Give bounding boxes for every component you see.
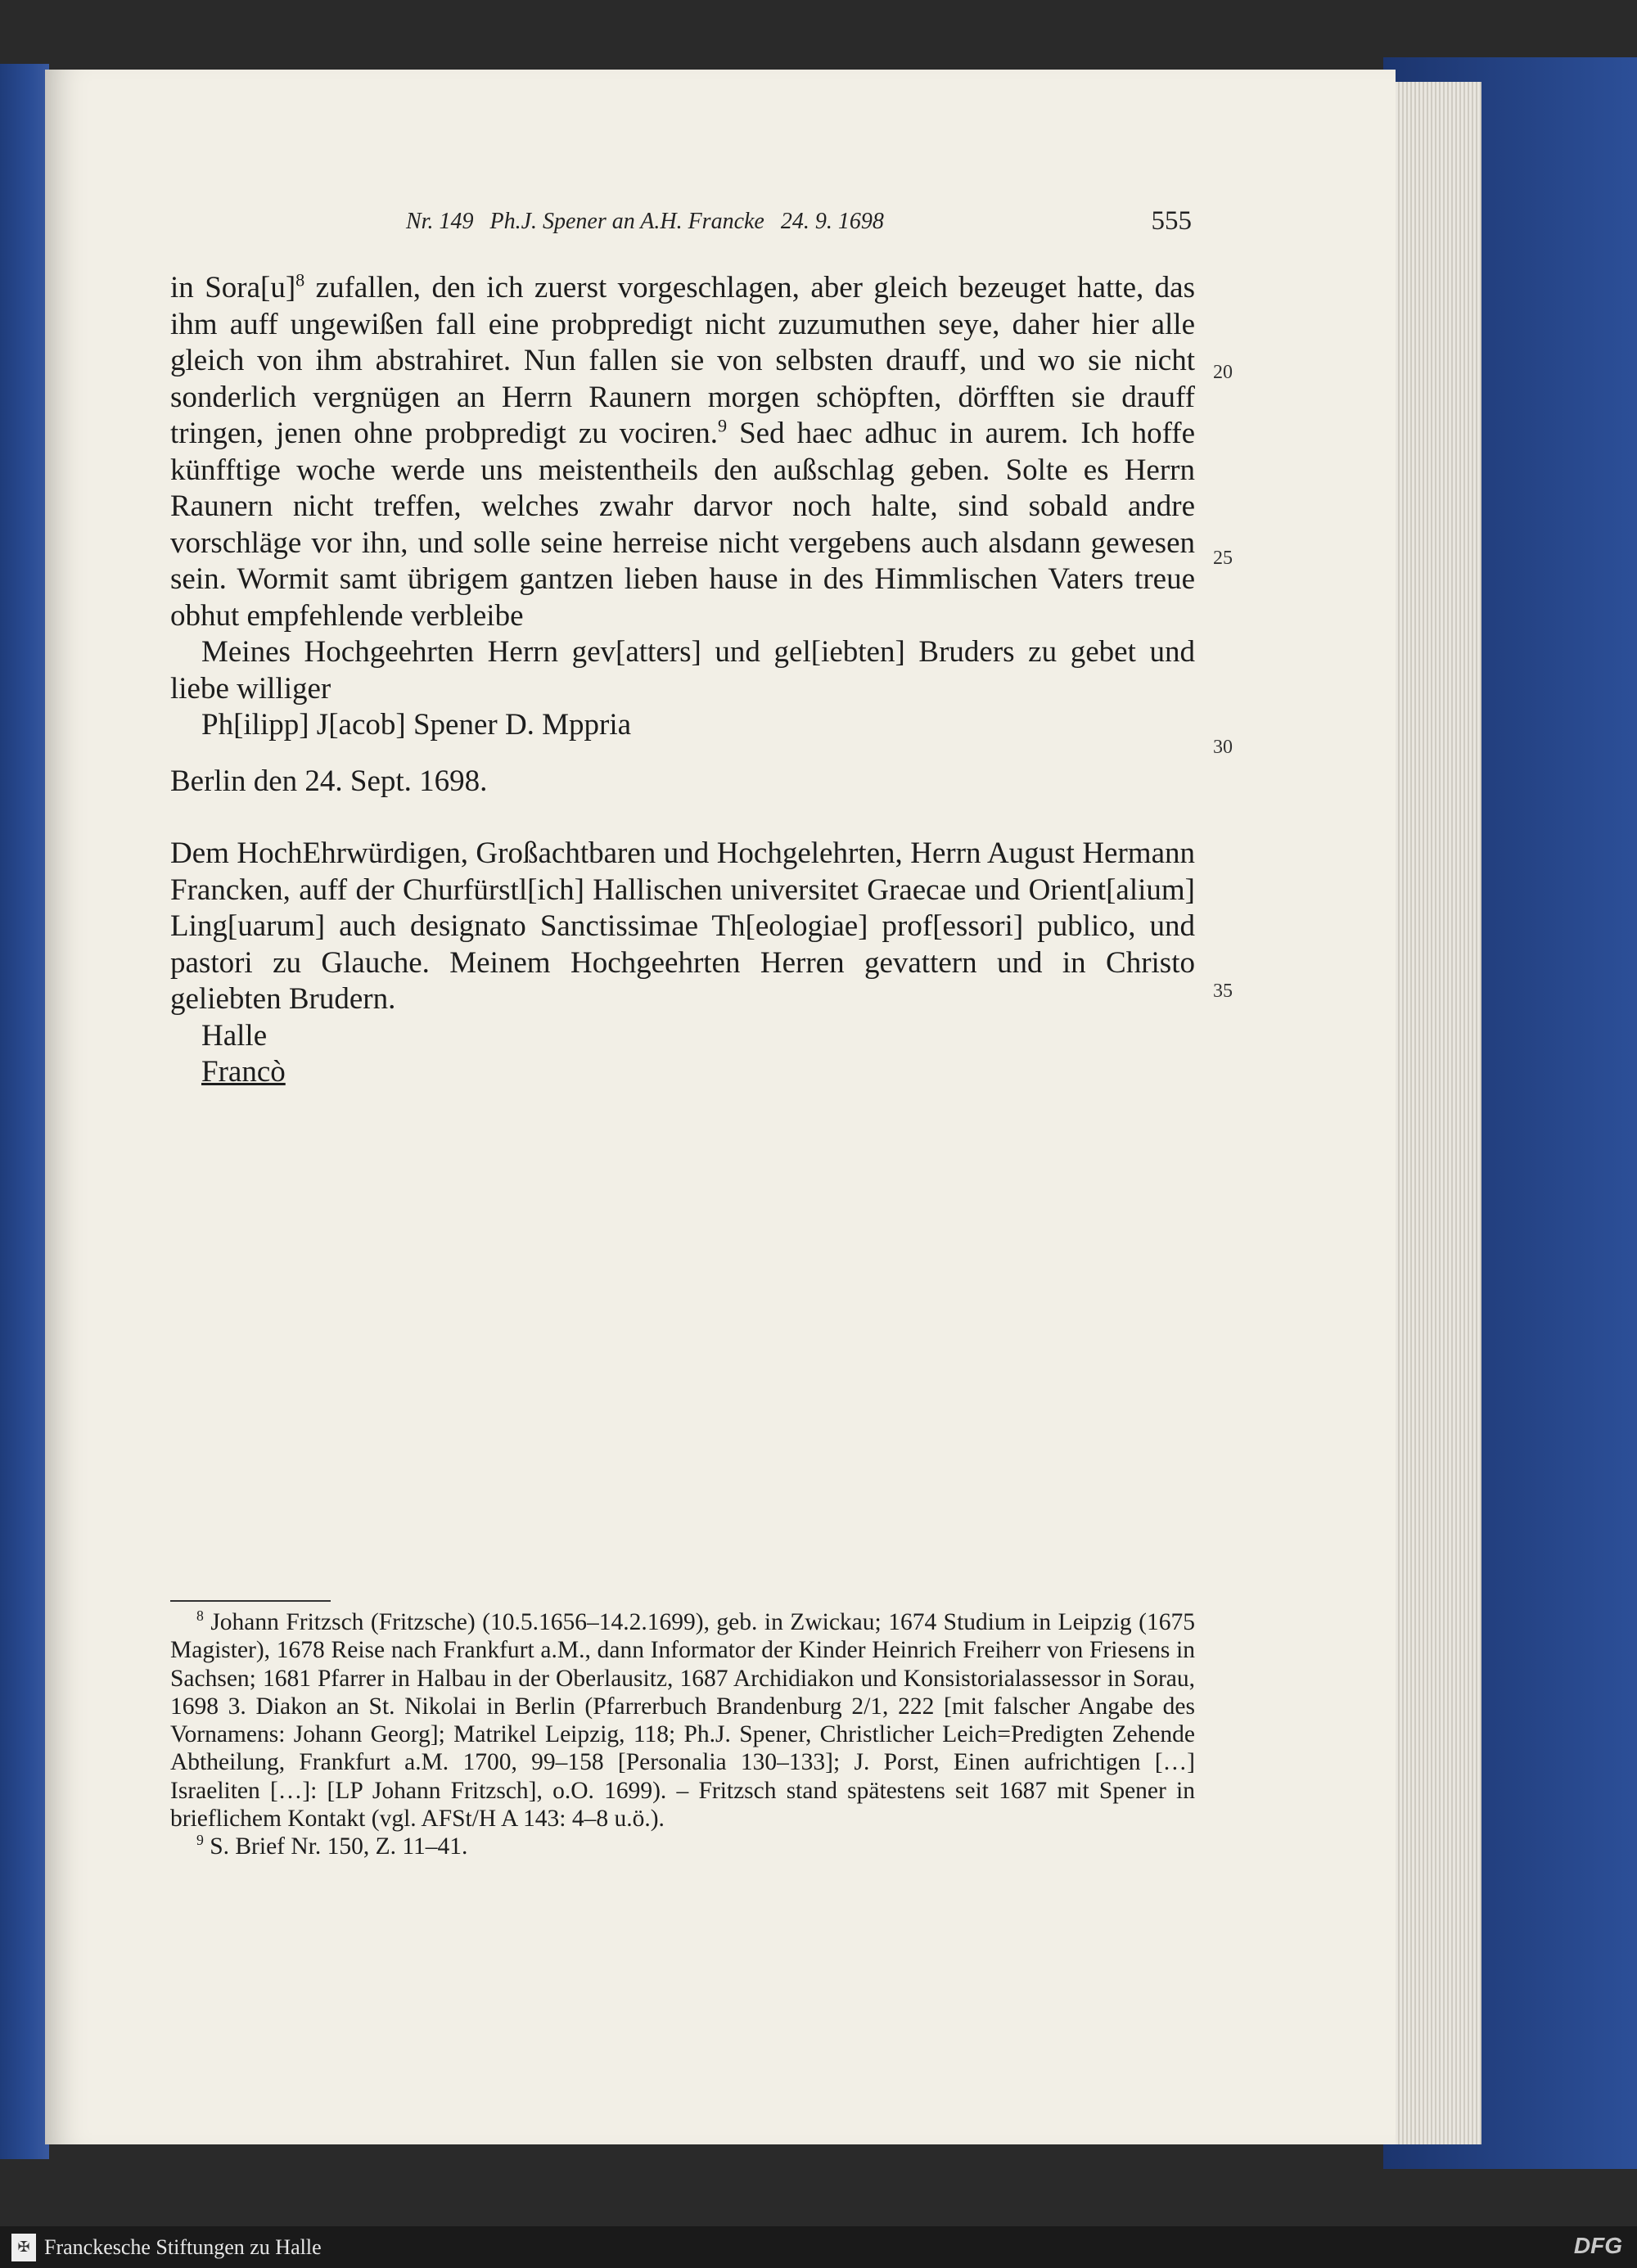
footnote-ref-8[interactable]: 8	[295, 269, 305, 291]
dfg-logo: DFG	[1573, 2233, 1622, 2258]
letter-paragraph: in $Sora[u]^8$ zufallen, den ich zuerst vorgeschlagen, aber gleich bezeuget hatte, das ihm auff ungewißen fall eine probpredigt nicht zuzumuthen seye, daher hier alle gleich von ihm abstrahiret. Nun fallen sie von selbsten drauff, und wo sie nicht sonderlich vergnügen an Herrn Raunern morgen schöpften, dörfften sie drauff tringen, jenen ohne probpredigt zu vociren.$^9$ Sed haec adhuc in aurem. Ich hoffe künfftige woche werde uns meistentheils den außschlag geben. Solte es Herrn Raunern nicht treffen, welches zwahr darvor noch halte, sind sobald andre vorschläge vor ihn, und solle seine herreise nicht vergebens auch alsdann gewesen sein. Wormit samt übrigem gantzen lieben hause in des Himmlischen Vaters treue obhut empfehlende verbleibe	[170, 269, 1195, 633]
address-franco: Francò	[201, 1055, 286, 1089]
address-city: Halle	[201, 1018, 268, 1053]
letter-signature: Ph[ilipp] J[acob] Spener D. Mppria	[201, 708, 632, 742]
footnote-ref-9[interactable]: 9	[717, 415, 728, 436]
letter-number: Nr. 149	[406, 209, 474, 234]
letter-body	[170, 270, 1195, 1091]
line-number-35: 35	[1213, 981, 1233, 1002]
footnote-8: $^8$ Johann Fritzsch (Fritzsche) (10.5.1656–14.2.1699), geb. in Zwickau; 1674 Studium in Leipzig (1675 Magister), 1678 Reise nach Frankfurt a.M., dann Informator der Kinder Heinrich Freiherr von Friesens in Sachsen; 1681 Pfarrer in Halbau in der Oberlausitz, 1687 Archidiakon und Konsistorialassessor in Sorau, 1698 3. Diakon an St. Nikolai in Berlin (Pfarrerbuch Brandenburg 2/1, 222 [mit falscher Angabe des Vornamens: Johann Georg]; Matrikel Leipzig, 118; Ph.J. Spener, Christlicher Leich=Predigten Zehende Abtheilung, Frankfurt a.M. 1700, 99–158 [Personalia 130–133]; J. Porst, Einen aufrichtigen […] Israeliten […]: [LP Johann Fritzsch], o.O. 1699). – Fritzsch stand spätestens seit 1687 mit Spener in brieflichem Kontakt (vgl. AFSt/H A 143: 4–8 u.ö.).	[170, 1607, 1195, 1833]
footer-bar	[0, 2226, 1637, 2268]
line-number-25: 25	[1213, 548, 1233, 569]
book-binding-left	[0, 64, 49, 2159]
line-number-30: 30	[1213, 737, 1233, 758]
letter-address: Dem HochEhrwürdigen, Großachtbaren und Hochgelehrten, Herrn August Hermann Francken, auff der Churfürstl[ich] Hallischen universitet Graecae und Orient[alium] Ling[uarum] auch designato Sanctissimae Th[eologiae] prof[essori] publico, und pastori zu Glauche. Meinem Hochgeehrten Herren gevattern und in Christo geliebten Brudern.	[170, 836, 1195, 1016]
letter-date: 24. 9. 1698	[780, 209, 884, 234]
footnote-9: $^9$ S. Brief Nr. 150, Z. 11–41.	[196, 1832, 468, 1860]
line-number-20: 20	[1213, 362, 1233, 383]
letter-parties: Ph.J. Spener an A.H. Francke	[489, 209, 764, 234]
footnotes	[170, 1608, 1195, 1861]
page-edges	[1383, 82, 1481, 2144]
institution-name: Franckesche Stiftungen zu Halle	[44, 2234, 322, 2259]
letter-closing: Meines Hochgeehrten Herrn gev[atters] und gel[iebten] Bruders zu gebet und liebe williger	[170, 635, 1195, 706]
page-number: 555	[1151, 206, 1192, 236]
running-header	[406, 209, 1192, 235]
footnote-divider	[170, 1600, 331, 1602]
letter-place-date: Berlin den 24. Sept. 1698.	[170, 764, 488, 798]
foundation-logo-icon: ✠	[11, 2234, 36, 2261]
